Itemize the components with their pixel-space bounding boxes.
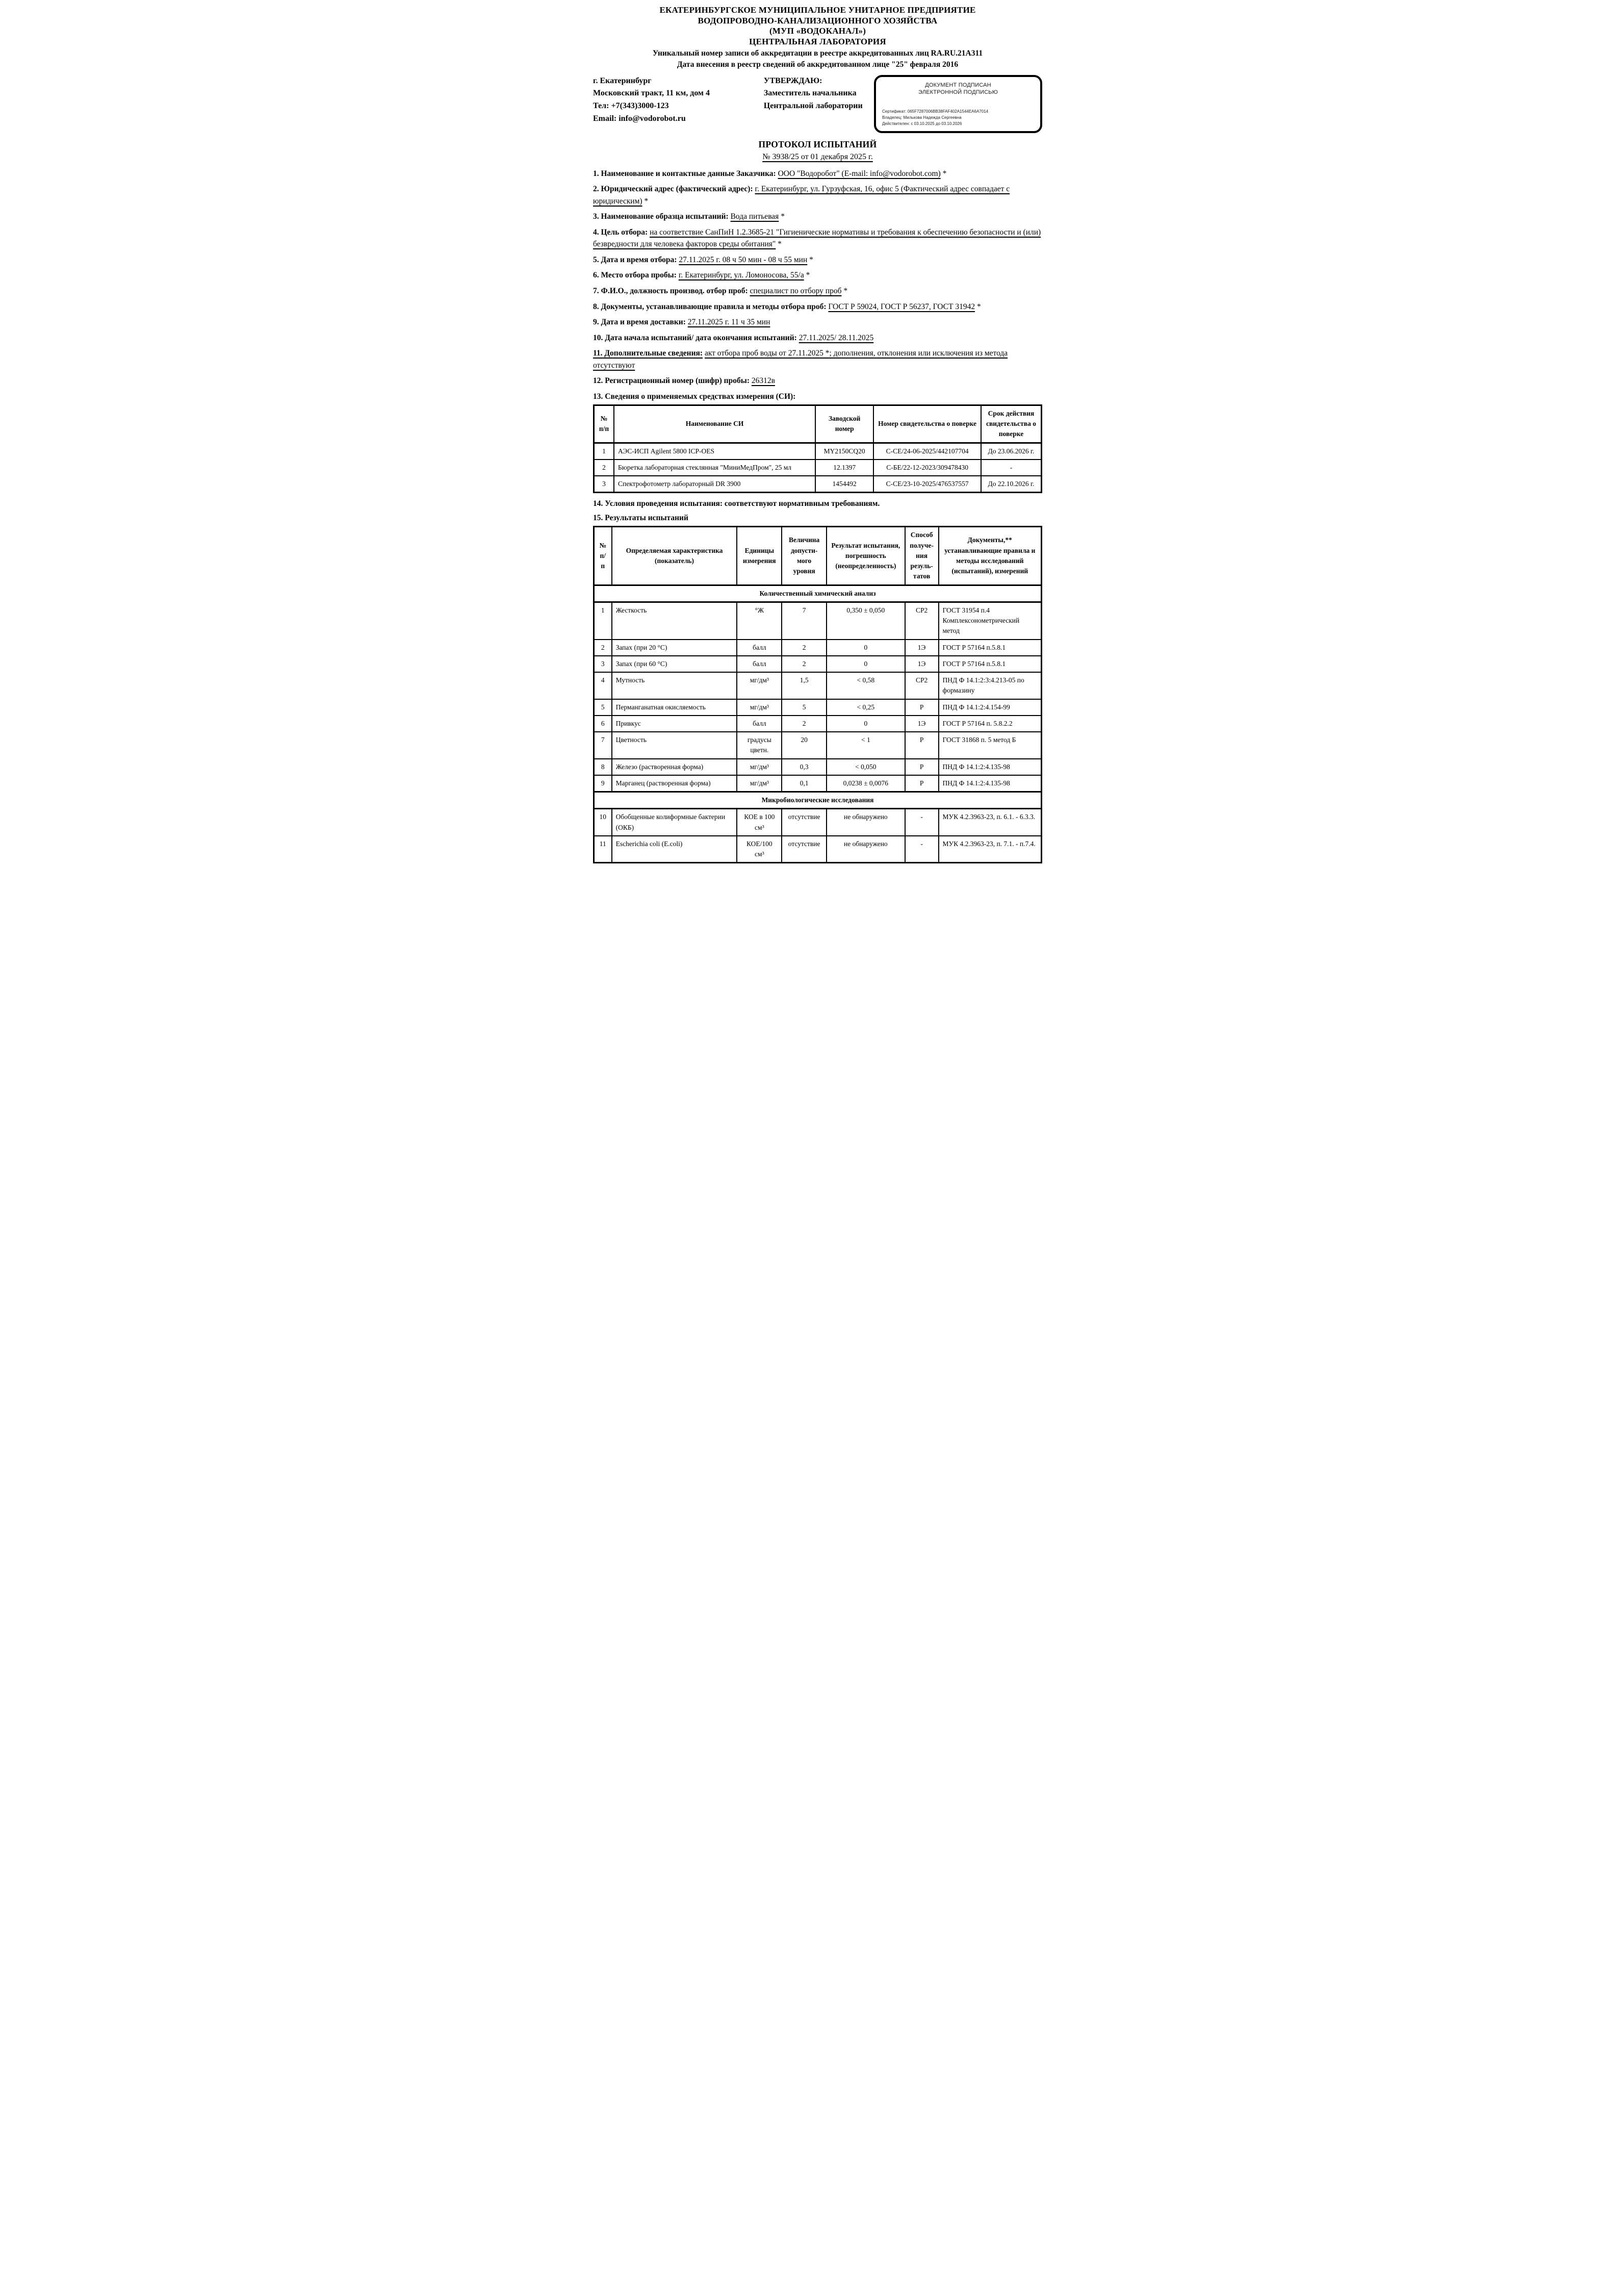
stamp-certificate: Сертификат: 065F7287006BB38FAF402A1544EA6A7014 (882, 109, 989, 114)
accreditation-number-line: Уникальный номер записи об аккредитации в реестре аккредитованных лиц RA.RU.21А311 (652, 48, 983, 58)
item-value: специалист по отбору проб (750, 286, 842, 295)
result-cell-characteristic: Марганец (растворенная форма) (612, 775, 737, 792)
item-asterisk: * (776, 240, 782, 249)
result-cell-characteristic: Мутность (612, 672, 737, 699)
result-cell-limit: 0,1 (782, 775, 827, 792)
measurement-instruments-table (593, 404, 1042, 494)
result-row (594, 602, 1042, 639)
si-cell-serial: 1454492 (815, 476, 873, 493)
si-table-row (594, 443, 1042, 460)
item-asterisk: * (779, 212, 785, 221)
result-cell-characteristic: Железо (растворенная форма) (612, 759, 737, 775)
protocol-item (593, 183, 1042, 207)
result-cell-units: °Ж (737, 602, 782, 639)
results-col-limit: Величина допусти-мого уровня (782, 527, 827, 585)
result-cell-result: 0,0238 ± 0,0076 (827, 775, 905, 792)
contact-city: г. Екатеринбург (593, 76, 652, 85)
result-cell-limit: 20 (782, 732, 827, 759)
item-value: ГОСТ Р 59024, ГОСТ Р 56237, ГОСТ 31942 (828, 302, 975, 311)
result-cell-units: балл (737, 656, 782, 672)
item-label: 2. Юридический адрес (фактический адрес): (593, 185, 753, 194)
protocol-items-list (593, 168, 1042, 387)
item-label: 11. Дополнительные сведения: (593, 349, 703, 358)
stamp-owner: Владелец: Милькова Надежда Сергеевна (882, 115, 962, 120)
protocol-title: ПРОТОКОЛ ИСПЫТАНИЙ (758, 139, 877, 149)
approval-position-line-2: Центральной лаборатории (763, 101, 863, 111)
si-table-row (594, 460, 1042, 476)
result-cell-limit: отсутствие (782, 836, 827, 863)
protocol-item (593, 254, 1042, 266)
result-cell-documents: ГОСТ 31954 п.4 Комплексонометрический метод (939, 602, 1042, 639)
result-cell-result: < 1 (827, 732, 905, 759)
chem-rows-body (594, 602, 1042, 792)
result-row (594, 716, 1042, 732)
protocol-number-line (593, 152, 1042, 162)
results-col-method: Способ получе-ния резуль-татов (905, 527, 939, 585)
result-cell-number: 7 (594, 732, 612, 759)
laboratory-contacts-block (593, 75, 764, 125)
result-cell-limit: 1,5 (782, 672, 827, 699)
item-value: 27.11.2025/ 28.11.2025 (798, 333, 874, 342)
result-cell-result: 0 (827, 716, 905, 732)
protocol-item (593, 301, 1042, 313)
si-cell-serial: 12.1397 (815, 460, 873, 476)
result-cell-method: 1Э (905, 656, 939, 672)
si-table-heading: 13. Сведения о применяемых средствах измерения (СИ): (593, 392, 796, 401)
si-cell-name: Спектрофотометр лабораторный DR 3900 (614, 476, 815, 493)
result-cell-result: не обнаружено (827, 809, 905, 836)
result-cell-result: 0 (827, 656, 905, 672)
result-cell-units: мг/дм³ (737, 759, 782, 775)
result-row (594, 775, 1042, 792)
contact-email: Email: info@vodorobot.ru (593, 114, 686, 123)
result-cell-documents: МУК 4.2.3963-23, п. 7.1. - п.7.4. (939, 836, 1042, 863)
stamp-title-line-2: ЭЛЕКТРОННОЙ ПОДПИСЬЮ (918, 89, 998, 95)
item-value: 26312в (751, 376, 775, 386)
result-cell-number: 8 (594, 759, 612, 775)
item-asterisk: * (841, 286, 848, 295)
result-cell-method: СР2 (905, 602, 939, 639)
stamp-title-line-1: ДОКУМЕНТ ПОДПИСАН (925, 82, 991, 88)
item-value: на соответствие СанПиН 1.2.3685-21 "Гигиенические нормативы и требования к обеспечению безопасности и (или) безвредности для человека факторов среды обитания" (593, 227, 1041, 249)
result-cell-limit: 5 (782, 699, 827, 716)
si-col-serial: Заводской номер (815, 405, 873, 443)
protocol-number-text: № 3938/25 от 01 декабря 2025 г. (762, 152, 873, 161)
protocol-heading (593, 139, 1042, 162)
result-cell-limit: 2 (782, 656, 827, 672)
result-cell-result: < 0,58 (827, 672, 905, 699)
si-cell-serial: MY2150CQ20 (815, 443, 873, 460)
item-asterisk: * (975, 302, 981, 311)
result-cell-limit: 0,3 (782, 759, 827, 775)
protocol-item (593, 211, 1042, 223)
chem-section-row (594, 585, 1042, 602)
si-cell-certificate: С-СЕ/23-10-2025/476537557 (873, 476, 981, 493)
result-cell-units: мг/дм³ (737, 672, 782, 699)
item-label: 12. Регистрационный номер (шифр) пробы: (593, 376, 750, 386)
item-label: 5. Дата и время отбора: (593, 255, 677, 264)
si-table-row (594, 476, 1042, 493)
result-cell-documents: ПНД Ф 14.1:2:4.154-99 (939, 699, 1042, 716)
result-cell-units: КОЕ в 100 см³ (737, 809, 782, 836)
result-cell-units: мг/дм³ (737, 775, 782, 792)
si-col-name: Наименование СИ (614, 405, 815, 443)
micro-rows-body (594, 809, 1042, 863)
stamp-title (882, 82, 1034, 96)
results-section-micro (594, 792, 1042, 809)
result-cell-method: Р (905, 732, 939, 759)
si-table-body (594, 443, 1042, 493)
item-asterisk: * (940, 169, 947, 178)
result-row (594, 640, 1042, 656)
result-cell-limit: 2 (782, 716, 827, 732)
si-col-validity: Срок действия свидетельства о поверке (981, 405, 1042, 443)
item-value: акт отбора проб воды от 27.11.2025 *; дополнения, отклонения или исключения из метода отсутствуют (593, 349, 1008, 370)
result-row (594, 836, 1042, 863)
result-cell-documents: ПНД Ф 14.1:2:4.135-98 (939, 775, 1042, 792)
org-short-name: (МУП «ВОДОКАНАЛ») (769, 26, 866, 36)
result-cell-characteristic: Запах (при 20 °С) (612, 640, 737, 656)
result-cell-documents: ПНД Ф 14.1:2:3:4.213-05 по формазину (939, 672, 1042, 699)
result-cell-method: 1Э (905, 716, 939, 732)
item-value: г. Екатеринбург, ул. Ломоносова, 55/а (678, 271, 804, 280)
item-asterisk: * (642, 196, 649, 206)
result-cell-documents: ПНД Ф 14.1:2:4.135-98 (939, 759, 1042, 775)
result-cell-result: 0 (827, 640, 905, 656)
item-label: 6. Место отбора пробы: (593, 271, 677, 280)
si-col-certificate: Номер свидетельства о поверке (873, 405, 981, 443)
result-cell-characteristic: Цветность (612, 732, 737, 759)
stamp-validity: Действителен: с 03.10.2025 до 03.10.2026 (882, 121, 962, 126)
result-cell-units: балл (737, 640, 782, 656)
item-asterisk: * (807, 255, 813, 264)
si-cell-validity: До 23.06.2026 г. (981, 443, 1042, 460)
si-table-head (594, 405, 1042, 443)
results-heading: 15. Результаты испытаний (593, 514, 688, 523)
electronic-signature-stamp (874, 75, 1042, 133)
result-cell-number: 4 (594, 672, 612, 699)
result-cell-units: балл (737, 716, 782, 732)
result-cell-method: Р (905, 699, 939, 716)
result-cell-number: 1 (594, 602, 612, 639)
si-cell-certificate: С-БЕ/22-12-2023/309478430 (873, 460, 981, 476)
result-cell-method: Р (905, 775, 939, 792)
result-cell-limit: 2 (782, 640, 827, 656)
result-cell-number: 3 (594, 656, 612, 672)
item-label: 1. Наименование и контактные данные Заказчика: (593, 169, 776, 178)
si-cell-number: 2 (594, 460, 614, 476)
result-cell-documents: ГОСТ Р 57164 п.5.8.1 (939, 656, 1042, 672)
item-label: 8. Документы, устанавливающие правила и методы отбора проб: (593, 302, 827, 311)
result-cell-units: КОЕ/100 см³ (737, 836, 782, 863)
result-cell-method: Р (905, 759, 939, 775)
registry-date-line: Дата внесения в реестр сведений об аккредитованном лице "25" февраля 2016 (677, 60, 959, 69)
result-cell-documents: МУК 4.2.3963-23, п. 6.1. - 6.3.3. (939, 809, 1042, 836)
protocol-item (593, 226, 1042, 250)
result-cell-result: 0,350 ± 0,050 (827, 602, 905, 639)
result-cell-units: мг/дм³ (737, 699, 782, 716)
item-label: 7. Ф.И.О., должность производ. отбор проб: (593, 286, 748, 295)
result-row (594, 699, 1042, 716)
results-col-characteristic: Определяемая характеристика (показатель) (612, 527, 737, 585)
contact-address: Московский тракт, 11 км, дом 4 (593, 89, 710, 98)
result-cell-number: 11 (594, 836, 612, 863)
result-cell-result: < 0,25 (827, 699, 905, 716)
org-lab-name: ЦЕНТРАЛЬНАЯ ЛАБОРАТОРИЯ (749, 37, 886, 47)
organization-header (593, 5, 1042, 70)
result-row (594, 656, 1042, 672)
si-cell-number: 3 (594, 476, 614, 493)
result-cell-limit: отсутствие (782, 809, 827, 836)
result-cell-number: 9 (594, 775, 612, 792)
result-cell-number: 10 (594, 809, 612, 836)
result-cell-characteristic: Привкус (612, 716, 737, 732)
results-col-units: Единицы измерения (737, 527, 782, 585)
result-cell-method: - (905, 809, 939, 836)
protocol-item (593, 332, 1042, 344)
result-cell-result: < 0,050 (827, 759, 905, 775)
result-cell-method: 1Э (905, 640, 939, 656)
contact-phone: Тел: +7(343)3000-123 (593, 101, 669, 111)
protocol-item (593, 375, 1042, 387)
contacts-approval-row (593, 75, 1042, 133)
item-value: г. Екатеринбург, ул. Гурзуфская, 16, офис 5 (Фактический адрес совпадает с юридическим) (593, 185, 1010, 206)
result-row (594, 759, 1042, 775)
result-cell-limit: 7 (782, 602, 827, 639)
result-cell-characteristic: Обобщенные колиформные бактерии (ОКБ) (612, 809, 737, 836)
result-cell-documents: ГОСТ Р 57164 п. 5.8.2.2 (939, 716, 1042, 732)
result-cell-characteristic: Escherichia coli (E.coli) (612, 836, 737, 863)
item-asterisk: * (804, 271, 810, 280)
si-col-number: № п/п (594, 405, 614, 443)
result-cell-number: 2 (594, 640, 612, 656)
approval-title: УТВЕРЖДАЮ: (763, 76, 822, 85)
si-header-row (594, 405, 1042, 443)
result-row (594, 732, 1042, 759)
result-row (594, 809, 1042, 836)
item-value: 27.11.2025 г. 11 ч 35 мин (687, 318, 770, 327)
results-col-documents: Документы,** устанавливающие правила и методы исследований (испытаний), измерений (939, 527, 1042, 585)
org-name-line-2: ВОДОПРОВОДНО-КАНАЛИЗАЦИОННОГО ХОЗЯЙСТВА (698, 15, 938, 25)
item-value: ООО "Водоробот" (E-mail: info@vodorobot.com) (778, 169, 941, 178)
si-cell-name: Бюретка лабораторная стеклянная "МиниМедПром", 25 мл (614, 460, 815, 476)
si-cell-certificate: С-СЕ/24-06-2025/442107704 (873, 443, 981, 460)
si-cell-name: АЭС-ИСП Agilent 5800 ICP-OES (614, 443, 815, 460)
si-cell-validity: До 22.10.2026 г. (981, 476, 1042, 493)
protocol-item (593, 316, 1042, 328)
item-label: 4. Цель отбора: (593, 227, 648, 237)
results-col-result: Результат испытания, погрешность (неопределенность) (827, 527, 905, 585)
protocol-item (593, 347, 1042, 371)
si-cell-validity: - (981, 460, 1042, 476)
item-label: 9. Дата и время доставки: (593, 318, 686, 327)
item-value: 27.11.2025 г. 08 ч 50 мин - 08 ч 55 мин (679, 255, 808, 264)
micro-section-title: Микробиологические исследования (594, 792, 1042, 809)
results-col-number: № п/п (594, 527, 612, 585)
protocol-item (593, 269, 1042, 282)
item-label: 10. Дата начала испытаний/ дата окончания испытаний: (593, 333, 797, 342)
stamp-details (882, 109, 1034, 127)
org-name-line-1: ЕКАТЕРИНБУРГСКОЕ МУНИЦИПАЛЬНОЕ УНИТАРНОЕ ПРЕДПРИЯТИЕ (659, 5, 976, 15)
test-results-table (593, 526, 1042, 863)
test-conditions-line: 14. Условия проведения испытания: соответствуют нормативным требованиям. (593, 499, 880, 508)
result-cell-number: 5 (594, 699, 612, 716)
si-cell-number: 1 (594, 443, 614, 460)
results-section-chem (594, 585, 1042, 602)
result-cell-documents: ГОСТ 31868 п. 5 метод Б (939, 732, 1042, 759)
results-header-row (594, 527, 1042, 585)
item-value: Вода питьевая (730, 212, 779, 221)
result-cell-method: СР2 (905, 672, 939, 699)
result-cell-method: - (905, 836, 939, 863)
result-cell-characteristic: Перманганатная окисляемость (612, 699, 737, 716)
item-label: 3. Наименование образца испытаний: (593, 212, 729, 221)
approval-block (764, 75, 871, 113)
result-cell-documents: ГОСТ Р 57164 п.5.8.1 (939, 640, 1042, 656)
protocol-item (593, 168, 1042, 180)
micro-section-row (594, 792, 1042, 809)
chem-section-title: Количественный химический анализ (594, 585, 1042, 602)
result-cell-characteristic: Жесткость (612, 602, 737, 639)
result-cell-units: градусы цветн. (737, 732, 782, 759)
result-cell-characteristic: Запах (при 60 °С) (612, 656, 737, 672)
protocol-item (593, 285, 1042, 297)
results-table-head (594, 527, 1042, 585)
result-row (594, 672, 1042, 699)
result-cell-number: 6 (594, 716, 612, 732)
approval-position-line-1: Заместитель начальника (763, 89, 857, 98)
protocol-document-page (541, 0, 1082, 885)
result-cell-result: не обнаружено (827, 836, 905, 863)
